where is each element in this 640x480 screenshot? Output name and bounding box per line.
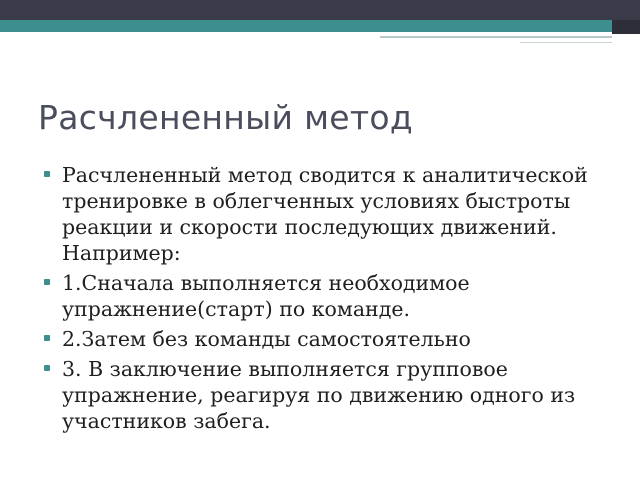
bullet-list xyxy=(44,162,624,438)
header-dark-band xyxy=(0,0,640,20)
bullet-icon xyxy=(44,365,50,371)
bullet-item xyxy=(44,162,624,266)
decor-line xyxy=(380,36,612,38)
bullet-icon xyxy=(44,171,50,177)
header-accent-band xyxy=(0,20,640,32)
bullet-text: 1.Сначала выполняется необходимое упражнение(старт) по команде. xyxy=(62,271,470,321)
bullet-icon xyxy=(44,335,50,341)
bullet-text: 2.Затем без команды самостоятельно xyxy=(62,327,471,351)
bullet-text: 3. В заключение выполняется групповое упражнение, реагируя по движению одного из участников забега. xyxy=(62,357,576,433)
header-end-block xyxy=(612,20,640,34)
bullet-item xyxy=(44,326,624,352)
slide-title: Расчлененный метод xyxy=(38,98,414,137)
decor-line-short xyxy=(520,42,612,43)
bullet-item xyxy=(44,356,624,434)
bullet-text: Расчлененный метод сводится к аналитической тренировке в облегченных условиях быстроты реакции и скорости последующих движений. Например: xyxy=(62,163,588,265)
bullet-item xyxy=(44,270,624,322)
bullet-icon xyxy=(44,279,50,285)
